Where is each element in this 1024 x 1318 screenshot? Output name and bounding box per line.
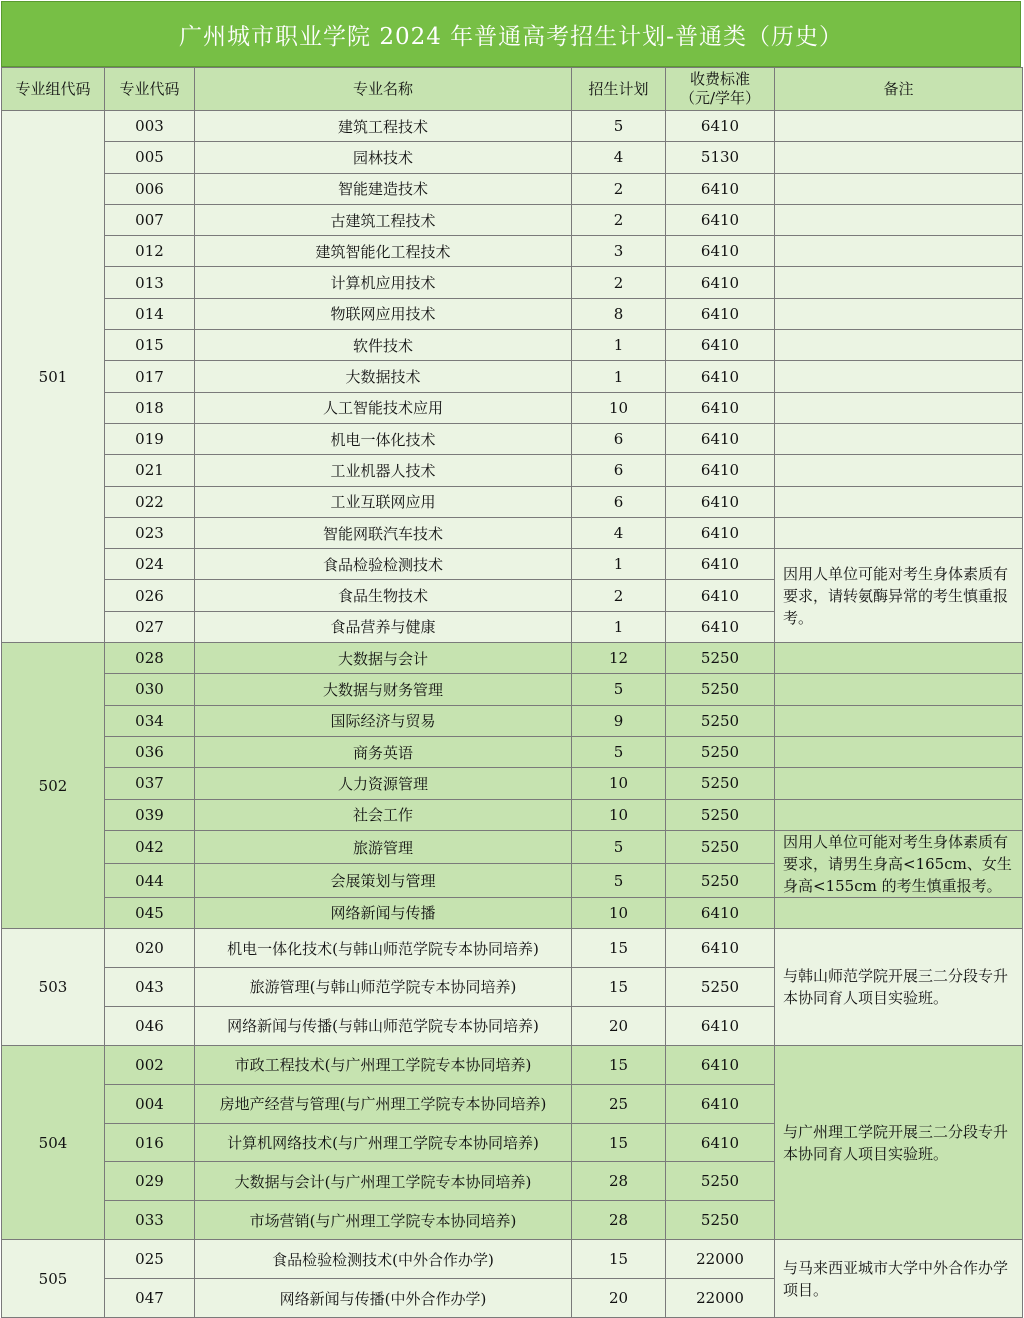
note-cell-empty: [775, 111, 1023, 142]
major-name-cell: 食品生物技术: [195, 580, 572, 611]
plan-cell: 1: [572, 549, 666, 580]
fee-cell: 6410: [666, 330, 775, 361]
note-cell-empty: [775, 455, 1023, 486]
note-cell-empty: [775, 643, 1023, 674]
major-name-cell: 物联网应用技术: [195, 298, 572, 329]
note-cell: 与韩山师范学院开展三二分段专升本协同育人项目实验班。: [775, 929, 1023, 1046]
table-row: [2, 455, 1023, 486]
header-fee-line2: （元/学年）: [679, 89, 761, 107]
plan-cell: 10: [572, 799, 666, 830]
plan-cell: 20: [572, 1006, 666, 1045]
plan-cell: 15: [572, 1240, 666, 1279]
table-row: [2, 204, 1023, 235]
enrollment-plan-table: [1, 67, 1023, 1318]
major-code-cell: 036: [105, 736, 195, 767]
major-name-cell: 软件技术: [195, 330, 572, 361]
note-cell-empty: [775, 392, 1023, 423]
fee-cell: 5250: [666, 830, 775, 864]
plan-cell: 12: [572, 643, 666, 674]
major-code-cell: 026: [105, 580, 195, 611]
major-code-cell: 020: [105, 929, 195, 968]
major-code-cell: 046: [105, 1006, 195, 1045]
table-row: [2, 674, 1023, 705]
plan-cell: 5: [572, 674, 666, 705]
note-cell-empty: [775, 674, 1023, 705]
plan-cell: 15: [572, 968, 666, 1007]
table-row: [2, 392, 1023, 423]
major-code-cell: 006: [105, 173, 195, 204]
major-code-cell: 039: [105, 799, 195, 830]
group-code-cell: 501: [2, 111, 105, 643]
fee-cell: 6410: [666, 611, 775, 642]
plan-cell: 1: [572, 611, 666, 642]
fee-cell: 5250: [666, 1162, 775, 1201]
major-code-cell: 047: [105, 1279, 195, 1318]
major-name-cell: 会展策划与管理: [195, 864, 572, 898]
major-name-cell: 社会工作: [195, 799, 572, 830]
major-code-cell: 043: [105, 968, 195, 1007]
major-code-cell: 027: [105, 611, 195, 642]
note-cell: 因用人单位可能对考生身体素质有要求，请男生身高<165cm、女生身高<155cm 的考生慎重报考。: [775, 830, 1023, 897]
table-row: [2, 173, 1023, 204]
note-cell: 与马来西亚城市大学中外合作办学项目。: [775, 1240, 1023, 1318]
table-row: [2, 330, 1023, 361]
major-name-cell: 园林技术: [195, 142, 572, 173]
major-code-cell: 015: [105, 330, 195, 361]
plan-cell: 1: [572, 330, 666, 361]
fee-cell: 6410: [666, 486, 775, 517]
major-code-cell: 014: [105, 298, 195, 329]
major-code-cell: 005: [105, 142, 195, 173]
page-title: 广州城市职业学院 2024 年普通高考招生计划-普通类（历史）: [1, 1, 1021, 67]
plan-cell: 15: [572, 1123, 666, 1162]
major-code-cell: 007: [105, 204, 195, 235]
major-code-cell: 030: [105, 674, 195, 705]
note-cell-empty: [775, 330, 1023, 361]
major-name-cell: 旅游管理: [195, 830, 572, 864]
table-row: [2, 236, 1023, 267]
note-cell-empty: [775, 705, 1023, 736]
major-name-cell: 人工智能技术应用: [195, 392, 572, 423]
major-code-cell: 021: [105, 455, 195, 486]
major-name-cell: 食品营养与健康: [195, 611, 572, 642]
plan-cell: 2: [572, 580, 666, 611]
major-code-cell: 003: [105, 111, 195, 142]
note-cell-empty: [775, 173, 1023, 204]
fee-cell: 6410: [666, 897, 775, 928]
fee-cell: 6410: [666, 1045, 775, 1084]
major-code-cell: 004: [105, 1084, 195, 1123]
major-name-cell: 网络新闻与传播(中外合作办学): [195, 1279, 572, 1318]
plan-cell: 5: [572, 111, 666, 142]
fee-cell: 6410: [666, 1084, 775, 1123]
fee-cell: 6410: [666, 173, 775, 204]
major-name-cell: 计算机网络技术(与广州理工学院专本协同培养): [195, 1123, 572, 1162]
table-row: [2, 929, 1023, 968]
major-name-cell: 机电一体化技术(与韩山师范学院专本协同培养): [195, 929, 572, 968]
table-row: [2, 298, 1023, 329]
note-cell-empty: [775, 768, 1023, 799]
major-code-cell: 023: [105, 517, 195, 548]
major-name-cell: 网络新闻与传播(与韩山师范学院专本协同培养): [195, 1006, 572, 1045]
table-row: [2, 830, 1023, 864]
fee-cell: 6410: [666, 298, 775, 329]
major-code-cell: 012: [105, 236, 195, 267]
table-row: [2, 361, 1023, 392]
group-code-cell: 503: [2, 929, 105, 1046]
plan-cell: 5: [572, 864, 666, 898]
major-name-cell: 计算机应用技术: [195, 267, 572, 298]
plan-cell: 4: [572, 517, 666, 548]
major-code-cell: 044: [105, 864, 195, 898]
plan-cell: 2: [572, 204, 666, 235]
table-row: [2, 736, 1023, 767]
major-name-cell: 建筑智能化工程技术: [195, 236, 572, 267]
major-name-cell: 大数据与会计: [195, 643, 572, 674]
fee-cell: 6410: [666, 1006, 775, 1045]
note-cell-empty: [775, 298, 1023, 329]
plan-cell: 5: [572, 830, 666, 864]
table-row: [2, 517, 1023, 548]
fee-cell: 6410: [666, 1123, 775, 1162]
fee-cell: 5130: [666, 142, 775, 173]
table-row: [2, 768, 1023, 799]
table-row: [2, 643, 1023, 674]
plan-cell: 6: [572, 423, 666, 454]
fee-cell: 5250: [666, 864, 775, 898]
major-code-cell: 017: [105, 361, 195, 392]
fee-cell: 5250: [666, 674, 775, 705]
fee-cell: 5250: [666, 799, 775, 830]
major-code-cell: 018: [105, 392, 195, 423]
table-header-row: [2, 68, 1023, 111]
major-code-cell: 016: [105, 1123, 195, 1162]
major-name-cell: 智能建造技术: [195, 173, 572, 204]
major-name-cell: 人力资源管理: [195, 768, 572, 799]
major-name-cell: 建筑工程技术: [195, 111, 572, 142]
plan-cell: 6: [572, 486, 666, 517]
header-group-code: 专业组代码: [2, 68, 105, 111]
plan-cell: 1: [572, 361, 666, 392]
table-row: [2, 705, 1023, 736]
plan-cell: 4: [572, 142, 666, 173]
fee-cell: 6410: [666, 392, 775, 423]
plan-cell: 9: [572, 705, 666, 736]
major-code-cell: 045: [105, 897, 195, 928]
major-name-cell: 机电一体化技术: [195, 423, 572, 454]
major-code-cell: 042: [105, 830, 195, 864]
fee-cell: 6410: [666, 423, 775, 454]
plan-cell: 2: [572, 173, 666, 204]
major-name-cell: 智能网联汽车技术: [195, 517, 572, 548]
group-code-cell: 502: [2, 643, 105, 929]
fee-cell: 6410: [666, 204, 775, 235]
plan-cell: 10: [572, 897, 666, 928]
fee-cell: 5250: [666, 768, 775, 799]
table-row: [2, 267, 1023, 298]
fee-cell: 5250: [666, 736, 775, 767]
header-major-code: 专业代码: [105, 68, 195, 111]
major-name-cell: 商务英语: [195, 736, 572, 767]
major-name-cell: 房地产经营与管理(与广州理工学院专本协同培养): [195, 1084, 572, 1123]
plan-cell: 20: [572, 1279, 666, 1318]
table-row: [2, 799, 1023, 830]
fee-cell: 6410: [666, 111, 775, 142]
note-cell-empty: [775, 204, 1023, 235]
major-code-cell: 034: [105, 705, 195, 736]
major-code-cell: 028: [105, 643, 195, 674]
major-name-cell: 大数据与会计(与广州理工学院专本协同培养): [195, 1162, 572, 1201]
table-row: [2, 1240, 1023, 1279]
major-code-cell: 022: [105, 486, 195, 517]
note-cell-empty: [775, 799, 1023, 830]
major-code-cell: 019: [105, 423, 195, 454]
plan-cell: 6: [572, 455, 666, 486]
note-cell: 因用人单位可能对考生身体素质有要求，请转氨酶异常的考生慎重报考。: [775, 549, 1023, 643]
fee-cell: 22000: [666, 1279, 775, 1318]
plan-cell: 28: [572, 1201, 666, 1240]
major-code-cell: 033: [105, 1201, 195, 1240]
note-cell-empty: [775, 361, 1023, 392]
major-name-cell: 食品检验检测技术: [195, 549, 572, 580]
fee-cell: 22000: [666, 1240, 775, 1279]
fee-cell: 6410: [666, 549, 775, 580]
group-code-cell: 504: [2, 1045, 105, 1239]
fee-cell: 5250: [666, 968, 775, 1007]
major-name-cell: 工业机器人技术: [195, 455, 572, 486]
plan-cell: 25: [572, 1084, 666, 1123]
major-code-cell: 024: [105, 549, 195, 580]
note-cell-empty: [775, 142, 1023, 173]
fee-cell: 6410: [666, 236, 775, 267]
table-row: [2, 423, 1023, 454]
major-name-cell: 网络新闻与传播: [195, 897, 572, 928]
major-code-cell: 002: [105, 1045, 195, 1084]
fee-cell: 5250: [666, 705, 775, 736]
plan-cell: 15: [572, 929, 666, 968]
major-name-cell: 市政工程技术(与广州理工学院专本协同培养): [195, 1045, 572, 1084]
table-row: [2, 486, 1023, 517]
major-name-cell: 大数据技术: [195, 361, 572, 392]
group-code-cell: 505: [2, 1240, 105, 1318]
table-row: [2, 142, 1023, 173]
plan-cell: 3: [572, 236, 666, 267]
note-cell: 与广州理工学院开展三二分段专升本协同育人项目实验班。: [775, 1045, 1023, 1239]
fee-cell: 6410: [666, 267, 775, 298]
major-name-cell: 国际经济与贸易: [195, 705, 572, 736]
major-name-cell: 工业互联网应用: [195, 486, 572, 517]
plan-cell: 10: [572, 768, 666, 799]
fee-cell: 5250: [666, 1201, 775, 1240]
fee-cell: 6410: [666, 455, 775, 486]
plan-cell: 8: [572, 298, 666, 329]
major-name-cell: 古建筑工程技术: [195, 204, 572, 235]
fee-cell: 5250: [666, 643, 775, 674]
plan-cell: 2: [572, 267, 666, 298]
header-fee: [666, 68, 775, 111]
table-row: [2, 111, 1023, 142]
major-name-cell: 大数据与财务管理: [195, 674, 572, 705]
fee-cell: 6410: [666, 580, 775, 611]
header-major-name: 专业名称: [195, 68, 572, 111]
header-fee-line1: 收费标准: [689, 70, 750, 88]
major-code-cell: 037: [105, 768, 195, 799]
major-code-cell: 025: [105, 1240, 195, 1279]
header-plan: 招生计划: [572, 68, 666, 111]
fee-cell: 6410: [666, 517, 775, 548]
major-name-cell: 旅游管理(与韩山师范学院专本协同培养): [195, 968, 572, 1007]
table-row: [2, 897, 1023, 928]
plan-cell: 10: [572, 392, 666, 423]
note-cell-empty: [775, 486, 1023, 517]
table-row: [2, 1045, 1023, 1084]
major-name-cell: 市场营销(与广州理工学院专本协同培养): [195, 1201, 572, 1240]
note-cell-empty: [775, 736, 1023, 767]
plan-cell: 15: [572, 1045, 666, 1084]
fee-cell: 6410: [666, 361, 775, 392]
fee-cell: 6410: [666, 929, 775, 968]
note-cell-empty: [775, 423, 1023, 454]
plan-cell: 28: [572, 1162, 666, 1201]
major-name-cell: 食品检验检测技术(中外合作办学): [195, 1240, 572, 1279]
major-code-cell: 029: [105, 1162, 195, 1201]
note-cell-empty: [775, 897, 1023, 928]
header-note: 备注: [775, 68, 1023, 111]
note-cell-empty: [775, 267, 1023, 298]
table-row: [2, 549, 1023, 580]
note-cell-empty: [775, 236, 1023, 267]
note-cell-empty: [775, 517, 1023, 548]
plan-cell: 5: [572, 736, 666, 767]
major-code-cell: 013: [105, 267, 195, 298]
